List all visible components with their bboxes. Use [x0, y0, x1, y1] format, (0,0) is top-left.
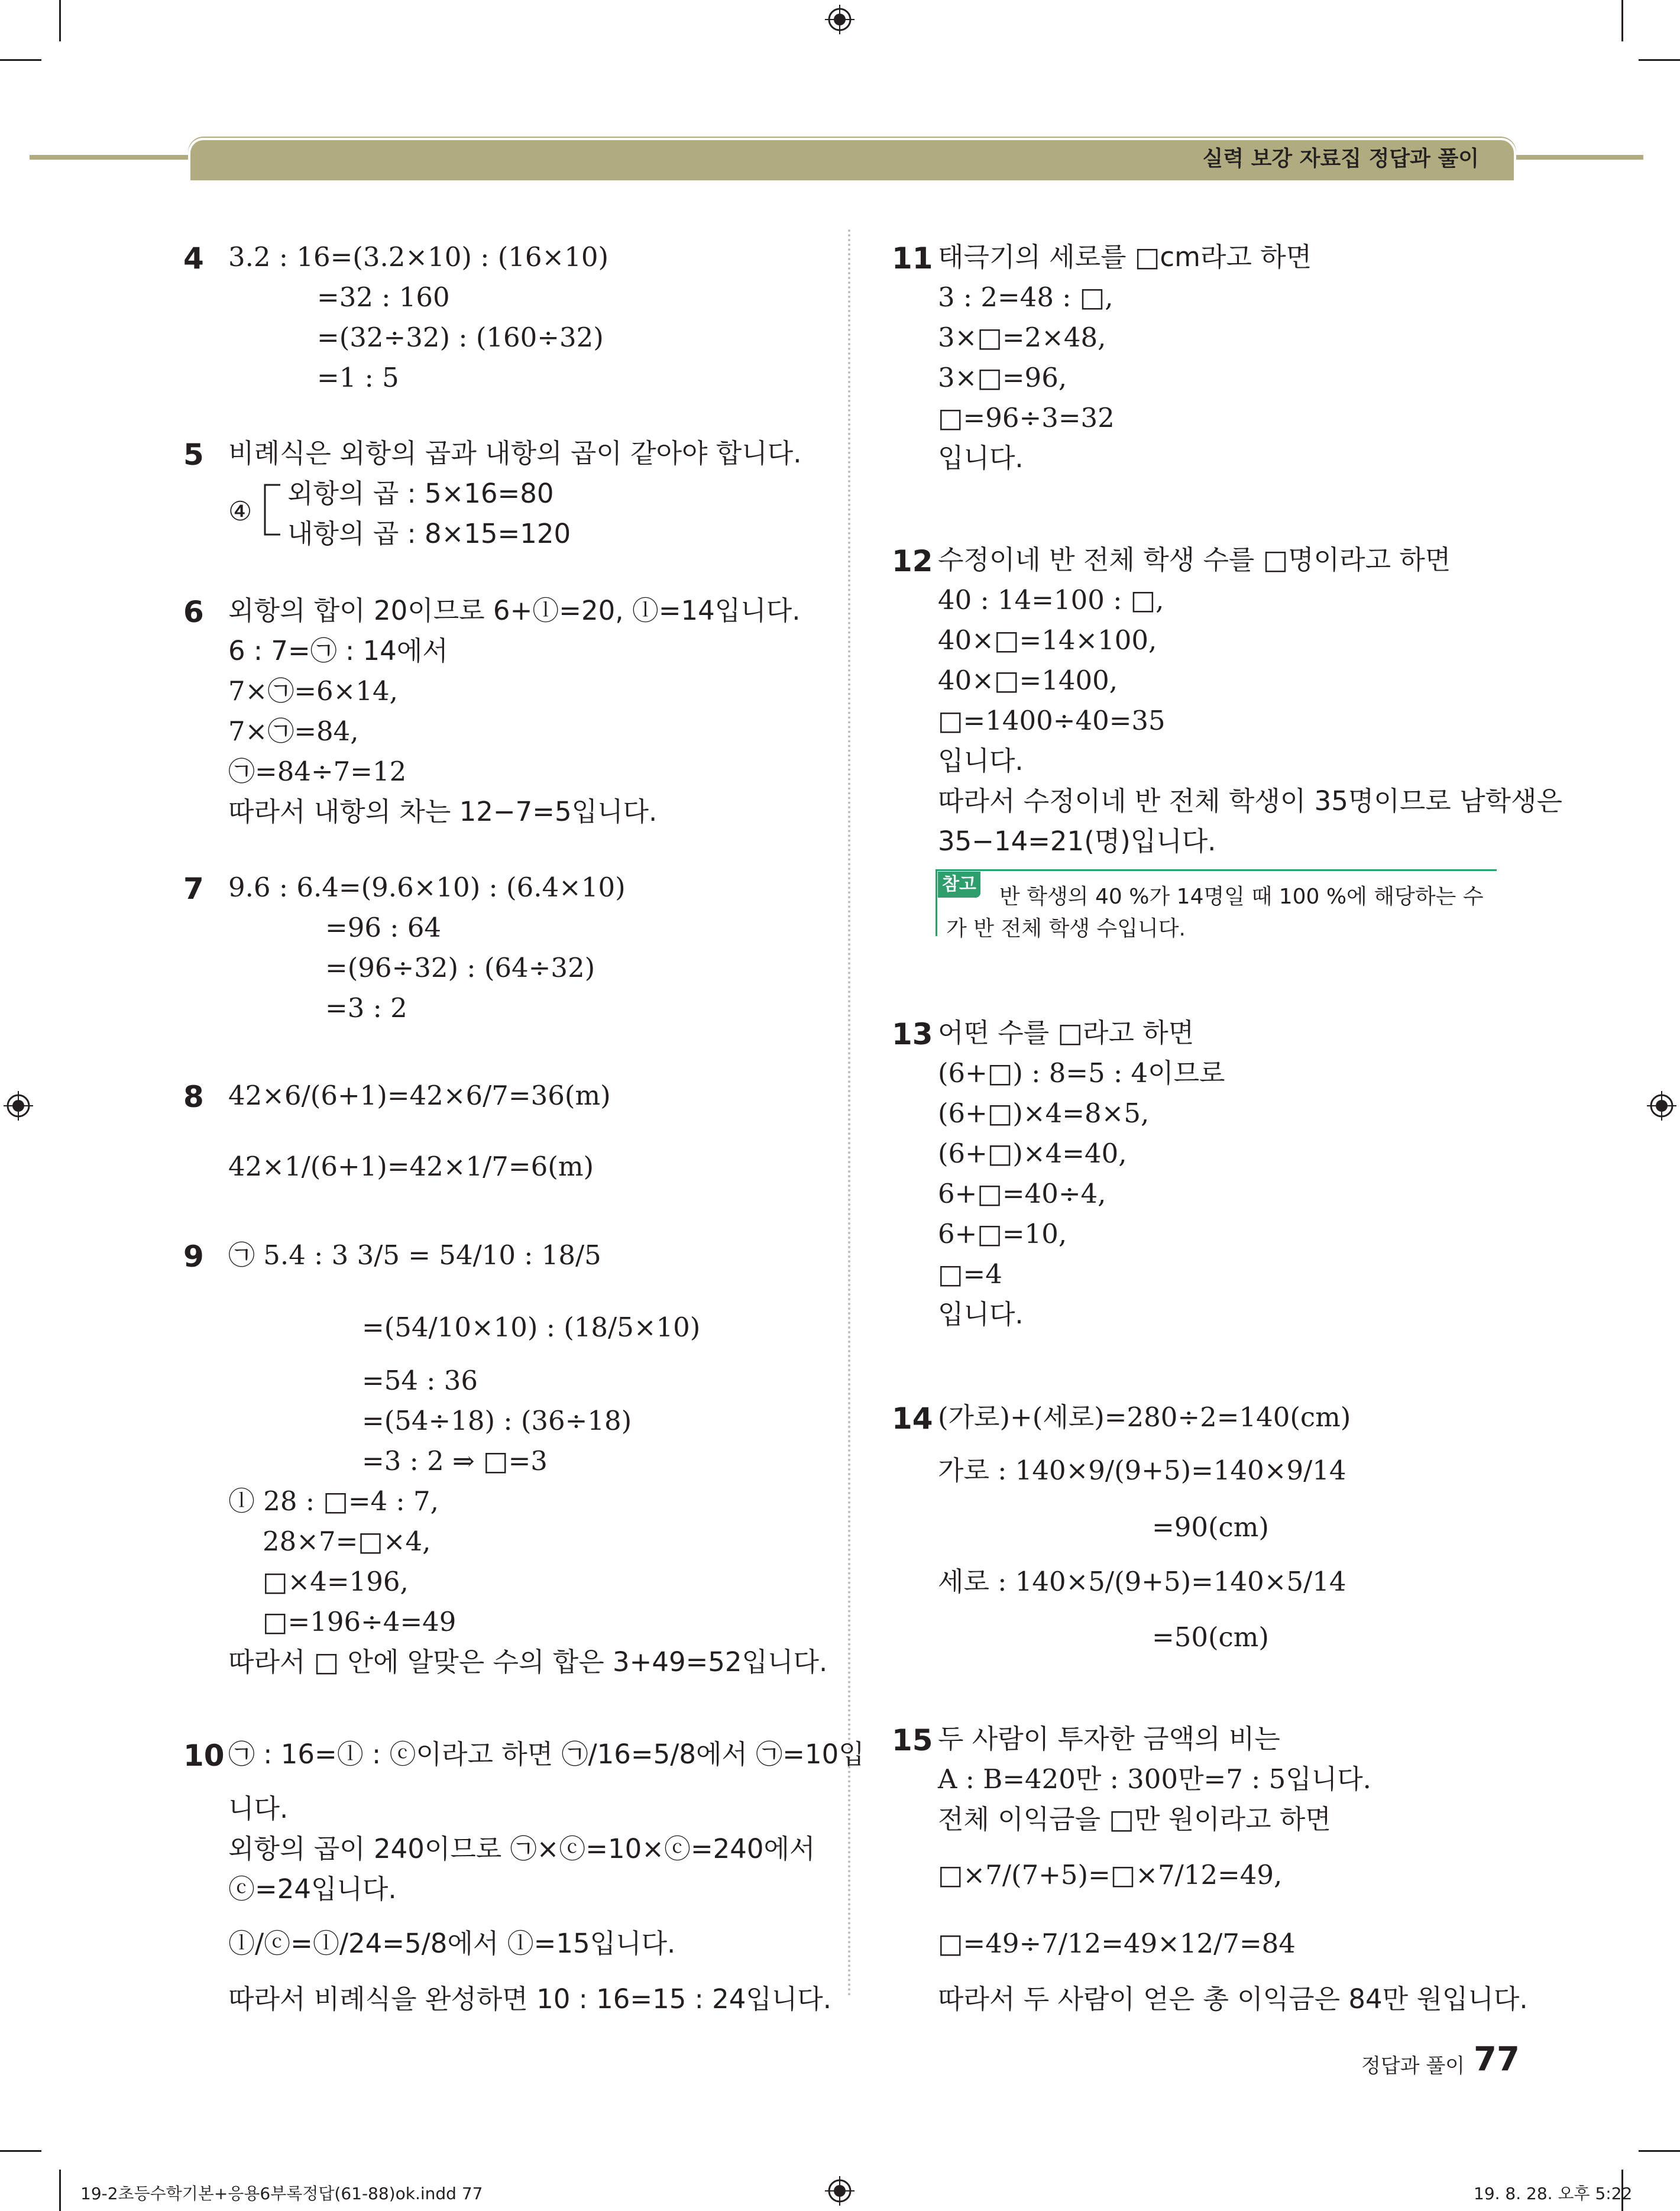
- solution-line: □=4: [938, 1258, 1002, 1290]
- solution-line: =54 : 36: [362, 1365, 478, 1396]
- problem-number: 15: [892, 1723, 933, 1757]
- problem-number: 10: [183, 1739, 225, 1773]
- solution-line: 가로 : 140×9/(9+5)=140×9/14: [938, 1455, 1346, 1486]
- solution-line: A : B=420만 : 300만=7 : 5입니다.: [938, 1763, 1371, 1795]
- solution-line: 42×1/(6+1)=42×1/7=6(m): [228, 1151, 594, 1182]
- solution-line: =50(cm): [1152, 1621, 1269, 1653]
- note-line: 반 학생의 40 %가 14명일 때 100 %에 해당하는 수: [999, 885, 1484, 909]
- problem-number: 12: [892, 544, 933, 578]
- solution-line: 전체 이익금을 □만 원이라고 하면: [938, 1804, 1331, 1835]
- solution-line: 3×□=2×48,: [938, 322, 1106, 353]
- solution-line: 입니다.: [938, 442, 1024, 474]
- solution-line: 6+□=40÷4,: [938, 1178, 1106, 1209]
- crop-mark: [0, 59, 41, 61]
- answer-choice: ④: [228, 496, 253, 527]
- registration-mark-icon: [4, 1091, 33, 1121]
- solution-line: 9.6 : 6.4=(9.6×10) : (6.4×10): [228, 872, 626, 903]
- solution-line: 두 사람이 투자한 금액의 비는: [938, 1723, 1280, 1754]
- solution-line: =3 : 2: [325, 992, 407, 1024]
- solution-line: ⓛ/ⓒ=ⓛ/24=5/8에서 ⓛ=15입니다.: [228, 1928, 676, 1959]
- solution-line: =(54/10×10) : (18/5×10): [362, 1312, 701, 1343]
- note-tag: 참고: [938, 872, 980, 898]
- footer-label: 정답과 풀이: [1361, 2054, 1465, 2078]
- solution-line: =1 : 5: [317, 362, 399, 393]
- solution-line: 수정이네 반 전체 학생 수를 □명이라고 하면: [938, 544, 1451, 575]
- solution-line: 7×㉠=84,: [228, 716, 359, 747]
- problem-number: 14: [892, 1401, 933, 1436]
- registration-mark-icon: [1647, 1091, 1676, 1121]
- solution-line: 니다.: [228, 1793, 289, 1824]
- solution-line: □=1400÷40=35: [938, 705, 1166, 736]
- solution-line: 입니다.: [938, 1299, 1024, 1330]
- solution-line: □=49÷7/12=49×12/7=84: [938, 1928, 1296, 1959]
- slug-date: 19. 8. 28. 오후 5:22: [1474, 2184, 1633, 2203]
- solution-line: 따라서 내항의 차는 12−7=5입니다.: [228, 796, 658, 827]
- solution-line: 어떤 수를 □라고 하면: [938, 1017, 1195, 1048]
- solution-line: 태극기의 세로를 □cm라고 하면: [938, 241, 1312, 273]
- solution-line: ㉠=84÷7=12: [228, 756, 407, 787]
- solution-line: 35−14=21(명)입니다.: [938, 826, 1216, 857]
- solution-line: 3.2 : 16=(3.2×10) : (16×10): [228, 241, 609, 273]
- solution-line: □=196÷4=49: [263, 1606, 457, 1637]
- solution-line: =90(cm): [1152, 1511, 1269, 1543]
- problem-number: 4: [183, 241, 204, 276]
- solution-line: 6 : 7=㉠ : 14에서: [228, 635, 448, 666]
- note-line: 가 반 전체 학생 수입니다.: [946, 917, 1186, 941]
- solution-line: □×4=196,: [263, 1566, 409, 1597]
- solution-line: 비례식은 외항의 곱과 내항의 곱이 같아야 합니다.: [228, 438, 802, 469]
- solution-line: 따라서 □ 안에 알맞은 수의 합은 3+49=52입니다.: [228, 1646, 828, 1678]
- solution-line: 40×□=1400,: [938, 665, 1118, 696]
- solution-line: 40 : 14=100 : □,: [938, 584, 1164, 616]
- registration-mark-icon: [825, 2176, 854, 2206]
- solution-line: =32 : 160: [317, 281, 450, 313]
- solution-line: □×7/(7+5)=□×7/12=49,: [938, 1859, 1283, 1890]
- problem-number: 5: [183, 438, 204, 472]
- solution-line: =96 : 64: [325, 912, 441, 943]
- solution-line: ⓒ=24입니다.: [228, 1873, 397, 1905]
- header-title: 실력 보강 자료집 정답과 풀이: [1202, 147, 1479, 171]
- solution-line: 따라서 두 사람이 얻은 총 이익금은 84만 원입니다.: [938, 1983, 1528, 2015]
- slug-file: 19-2초등수학기본+응용6부록정답(61-88)ok.indd 77: [80, 2184, 483, 2203]
- solution-line: (6+□)×4=8×5,: [938, 1098, 1150, 1129]
- solution-line: 42×6/(6+1)=42×6/7=36(m): [228, 1080, 611, 1111]
- problem-number: 8: [183, 1080, 204, 1114]
- solution-line: 따라서 수정이네 반 전체 학생이 35명이므로 남학생은: [938, 785, 1562, 817]
- solution-line: =3 : 2 ⇒ □=3: [362, 1445, 548, 1477]
- crop-mark: [59, 0, 61, 41]
- solution-line: 입니다.: [938, 745, 1024, 776]
- solution-line: (6+□) : 8=5 : 4이므로: [938, 1057, 1225, 1089]
- solution-line: (6+□)×4=40,: [938, 1138, 1127, 1169]
- crop-mark: [0, 2150, 41, 2152]
- solution-line: 외항의 곱 : 5×16=80: [287, 478, 554, 509]
- problem-number: 7: [183, 872, 204, 906]
- solution-line: 외항의 곱이 240이므로 ㉠×ⓒ=10×ⓒ=240에서: [228, 1833, 815, 1864]
- problem-number: 9: [183, 1239, 204, 1274]
- solution-line: 7×㉠=6×14,: [228, 675, 398, 707]
- crop-mark: [1621, 0, 1623, 41]
- page-number: 77: [1474, 2040, 1520, 2079]
- solution-line: 세로 : 140×5/(9+5)=140×5/14: [938, 1566, 1346, 1597]
- solution-line: 내항의 곱 : 8×15=120: [287, 518, 571, 549]
- solution-line: 28×7=□×4,: [263, 1526, 431, 1557]
- solution-line: 40×□=14×100,: [938, 624, 1157, 656]
- solution-line: 3 : 2=48 : □,: [938, 281, 1113, 313]
- solution-line: =(54÷18) : (36÷18): [362, 1405, 632, 1436]
- bracket-icon: [259, 480, 283, 539]
- crop-mark: [59, 2170, 61, 2211]
- solution-line: □=96÷3=32: [938, 402, 1115, 433]
- solution-line: 6+□=10,: [938, 1218, 1067, 1249]
- crop-mark: [1639, 2150, 1680, 2152]
- column-divider: [848, 229, 850, 1998]
- solution-line: ㉠ : 16=ⓛ : ⓒ이라고 하면 ㉠/16=5/8에서 ㉠=10입: [228, 1739, 865, 1770]
- solution-line: =(96÷32) : (64÷32): [325, 952, 595, 983]
- solution-line: 따라서 비례식을 완성하면 10 : 16=15 : 24입니다.: [228, 1983, 832, 2015]
- solution-line: (가로)+(세로)=280÷2=140(cm): [938, 1401, 1351, 1433]
- solution-line: ⓛ 28 : □=4 : 7,: [228, 1485, 439, 1517]
- problem-number: 13: [892, 1017, 933, 1051]
- solution-line: ㉠ 5.4 : 3 3/5 = 54/10 : 18/5: [228, 1239, 601, 1271]
- solution-line: =(32÷32) : (160÷32): [317, 322, 604, 353]
- crop-mark: [1639, 59, 1680, 61]
- problem-number: 6: [183, 595, 204, 629]
- problem-number: 11: [892, 241, 933, 276]
- solution-line: 외항의 합이 20이므로 6+ⓛ=20, ⓛ=14입니다.: [228, 595, 801, 626]
- solution-line: 3×□=96,: [938, 362, 1067, 393]
- registration-mark-icon: [825, 5, 854, 34]
